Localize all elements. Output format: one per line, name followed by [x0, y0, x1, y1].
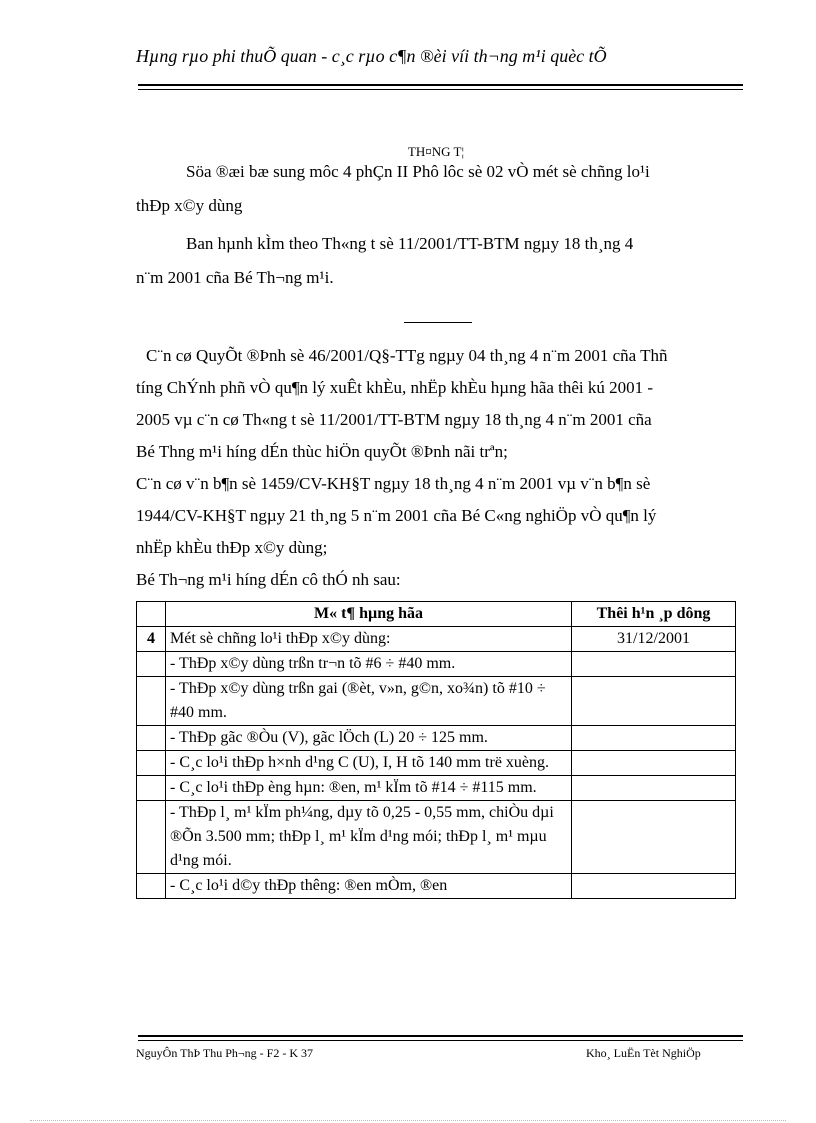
row-desc: [166, 652, 572, 677]
row-dash: -: [170, 804, 176, 821]
table-row: [137, 677, 736, 726]
row-text: C¸c lo¹i thÐp èng hµn: ®en, m¹ kÏm tõ #14 ÷ #115 mm.: [179, 779, 537, 796]
row-desc: [166, 874, 572, 899]
header-cell-date: Thêi h¹n ¸p dông: [572, 602, 736, 627]
row-desc: [166, 751, 572, 776]
row-dash: -: [170, 877, 176, 894]
row-text: ThÐp gãc ®Òu (V), gãc lÖch (L) 20 ÷ 125 mm.: [179, 729, 488, 746]
para1-line1: Söa ®æi bæ sung môc 4 phÇn II Phô lôc sè 02 vÒ mét sè chñng lo¹i: [186, 162, 650, 181]
page-bottom-dotted-line: [30, 1120, 786, 1121]
para2-line2: n¨m 2001 cña Bé Th¬ng m¹i.: [136, 268, 334, 287]
para3-line2: tíng ChÝnh phñ vÒ qu¶n lý xuÊt khÈu, nhËp khÈu hµng hãa thêi kú 2001 -: [136, 378, 654, 397]
row-empty-num: [137, 652, 166, 677]
row-text: C¸c lo¹i thÐp h×nh d¹ng C (U), I, H tõ 140 mm trë xuèng.: [179, 754, 550, 771]
row-empty-num: [137, 751, 166, 776]
row-desc: Mét sè chñng lo¹i thÐp x©y dùng:: [166, 627, 572, 652]
row-dash: -: [170, 655, 176, 672]
header-cell-num: [137, 602, 166, 627]
row-empty-date: [572, 801, 736, 874]
table-row: [137, 801, 736, 874]
para3-line3: 2005 vµ c¨n cø Th«ng t sè 11/2001/TT-BTM ngµy 18 th¸ng 4 n¨m 2001 cña: [136, 410, 652, 429]
header-cell-desc: M« t¶ hµng hãa: [166, 602, 572, 627]
footer-author: NguyÔn ThÞ Thu Ph¬ng - F2 - K 37: [136, 1046, 314, 1060]
row-desc: [166, 726, 572, 751]
footer-rule-thick: [138, 1035, 743, 1037]
row-text: ThÐp l¸ m¹ kÏm ph¼ng, dµy tõ 0,25 - 0,55 mm, chiÒu dµi ®Õn 3.500 mm; thÐp l¸ m¹ kÏm d¹ng mói; thÐp l¸ m¹ mµu d¹ng mói.: [170, 804, 554, 869]
row-empty-num: [137, 776, 166, 801]
row-num: 4: [137, 627, 166, 652]
row-text: ThÐp x©y dùng trßn gai (®èt, v»n, g©n, xo¾n) tõ #10 ÷ #40 mm.: [170, 680, 546, 721]
running-header-title: Hµng rµo phi thuÕ quan - c¸c rµo c¶n ®èi víi th¬ng m¹i quèc tÕ: [136, 46, 607, 66]
table-row: [137, 627, 736, 652]
para3-line4: Bé Thng m¹i híng dÉn thùc hiÖn quyÕt ®Þnh nãi trªn;: [136, 442, 508, 461]
row-dash: -: [170, 729, 176, 746]
table-row: [137, 874, 736, 899]
para4-line1: C¨n cø v¨n b¶n sè 1459/CV-KH§T ngµy 18 th¸ng 4 n¨m 2001 vµ v¨n b¶n sè: [136, 474, 651, 493]
table-row: [137, 751, 736, 776]
table-row: [137, 726, 736, 751]
para1-line2: thÐp x©y dùng: [136, 196, 243, 215]
header-rule-thick: [138, 84, 743, 86]
row-empty-num: [137, 726, 166, 751]
footer-rule-thin: [138, 1040, 743, 1041]
para3-line1: C¨n cø QuyÕt ®Þnh sè 46/2001/Q§-TTg ngµy 04 th¸ng 4 n¨m 2001 cña Thñ: [146, 346, 668, 365]
row-empty-date: [572, 776, 736, 801]
para4-line2: 1944/CV-KH§T ngµy 21 th¸ng 5 n¨m 2001 cña Bé C«ng nghiÖp vÒ qu¶n lý: [136, 506, 657, 525]
row-empty-date: [572, 652, 736, 677]
goods-table: [136, 601, 736, 899]
table-row: [137, 652, 736, 677]
row-dash: -: [170, 754, 176, 771]
row-empty-date: [572, 751, 736, 776]
row-empty-date: [572, 874, 736, 899]
row-empty-num: [137, 801, 166, 874]
row-desc: [166, 801, 572, 874]
row-dash: -: [170, 779, 176, 796]
document-heading: TH¤NG T¦: [407, 144, 465, 159]
header-rule-thin: [138, 89, 743, 90]
row-empty-date: [572, 677, 736, 726]
row-empty-num: [137, 874, 166, 899]
row-empty-date: [572, 726, 736, 751]
section-divider: [404, 322, 472, 323]
table-row: [137, 776, 736, 801]
row-date: 31/12/2001: [572, 627, 736, 652]
row-dash: -: [170, 680, 176, 697]
table-header-row: [137, 602, 736, 627]
row-empty-num: [137, 677, 166, 726]
row-desc: [166, 776, 572, 801]
para5: Bé Th¬ng m¹i híng dÉn cô thÓ nh sau:: [136, 570, 401, 589]
row-text: C¸c lo¹i d©y thÐp thêng: ®en mÒm, ®en: [179, 877, 448, 894]
row-desc: [166, 677, 572, 726]
para4-line3: nhËp khÈu thÐp x©y dùng;: [136, 538, 328, 557]
footer-thesis-label: Kho¸ LuËn Tèt NghiÖp: [586, 1046, 701, 1060]
para2-line1: Ban hµnh kÌm theo Th«ng t sè 11/2001/TT-BTM ngµy 18 th¸ng 4: [186, 234, 634, 253]
row-text: ThÐp x©y dùng trßn tr¬n tõ #6 ÷ #40 mm.: [179, 655, 456, 672]
